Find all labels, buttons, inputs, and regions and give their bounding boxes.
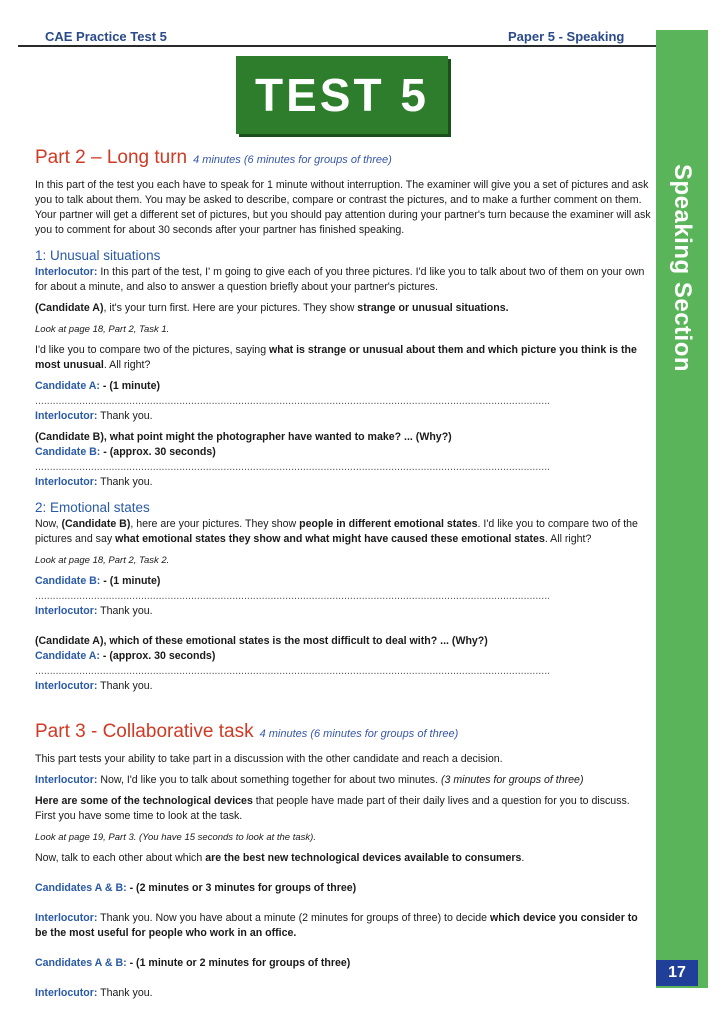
speech-text: Now, I'd like you to talk about something together for about two minutes. xyxy=(100,774,439,786)
speech-text: . I'd like you to compare two of the pictures and say xyxy=(35,518,638,545)
task2-candidate-a-turn xyxy=(35,649,653,679)
speaker-label: Interlocutor: xyxy=(35,410,98,422)
test-title-banner: TEST 5 xyxy=(236,56,448,134)
task1-compare-instruction xyxy=(35,343,653,373)
speaker-label: Interlocutor: xyxy=(35,987,98,999)
part3-candidates-turn-2 xyxy=(35,956,653,971)
speech-text: Now, xyxy=(35,518,62,530)
speech-text: Thank you. xyxy=(100,987,153,999)
speech-text: Thank you. xyxy=(100,605,153,617)
turn-duration: - (1 minute or 2 minutes for groups of three) xyxy=(129,957,351,969)
speech-text: . All right? xyxy=(103,359,151,371)
task1-interlocutor xyxy=(35,265,653,295)
speech-text: Now, talk to each other about which xyxy=(35,852,206,864)
speaker-label: Interlocutor: xyxy=(35,912,98,924)
spacer xyxy=(35,700,653,720)
part3-intro: This part tests your ability to take part in a discussion with the other candidate and reach a decision. xyxy=(35,753,503,765)
candidate-ref: (Candidate A) xyxy=(35,302,104,314)
side-tab-label: Speaking Section xyxy=(669,163,696,373)
speaker-label: Candidate A: xyxy=(35,380,100,392)
part3-interlocutor xyxy=(35,773,653,788)
question-text: (Candidate A), which of these emotional states is the most difficult to deal with? ... (Why?) xyxy=(35,635,488,647)
speaker-label: Candidates A & B: xyxy=(35,957,127,969)
part3-talk xyxy=(35,851,653,866)
page-number: 17 xyxy=(656,960,698,986)
speech-text: Thank you. xyxy=(100,680,153,692)
speech-bold: what is strange or unusual about them and which picture you think is the most unusual xyxy=(35,344,637,371)
candidate-ref: (Candidate B) xyxy=(61,518,131,530)
part3-title: Part 3 - Collaborative task xyxy=(35,721,254,742)
speech-text: that people have made part of their daily lives and a question for you to discuss. First you have some time to look at the task. xyxy=(35,795,630,822)
speaker-label: Candidate B: xyxy=(35,446,101,458)
speech-bold: Here are some of the technological devices xyxy=(35,795,253,807)
speech-text: . xyxy=(521,852,525,864)
speech-bold: strange or unusual situations. xyxy=(357,302,509,314)
part3-devices xyxy=(35,794,653,824)
turn-duration: - (approx. 30 seconds) xyxy=(103,446,216,458)
speech-text: , here are your pictures. They show xyxy=(130,518,300,530)
task2-thanks-2 xyxy=(35,679,653,694)
task2-thanks xyxy=(35,604,653,619)
turn-duration: - (approx. 30 seconds) xyxy=(102,650,216,662)
speech-text: . All right? xyxy=(544,533,592,545)
part3-heading xyxy=(35,720,653,746)
task1-question xyxy=(35,430,653,445)
page-content xyxy=(35,146,653,1007)
speaker-label: Interlocutor: xyxy=(35,605,98,617)
speaker-label: Interlocutor: xyxy=(35,476,98,488)
speaker-label: Candidate A: xyxy=(35,650,100,662)
speech-text: Thank you. xyxy=(100,476,153,488)
speech-bold: are the best new technological devices available to consumers xyxy=(205,852,522,864)
header-test-name: CAE Practice Test 5 xyxy=(45,29,167,44)
speaker-label: Candidate B: xyxy=(35,575,101,587)
task2-heading: 2: Emotional states xyxy=(35,500,150,515)
part3-time: 4 minutes (6 minutes for groups of three) xyxy=(259,728,459,740)
speech-bold: people in different emotional states xyxy=(299,518,478,530)
task1-candidate-a-intro xyxy=(35,301,653,316)
speech-text: , it's your turn first. Here are your pictures. They show xyxy=(103,302,358,314)
speech-text: In this part of the test, I' m going to give each of you three pictures. I'd like you to talk about two of them on your own for about a minute, and also to answer a question briefly about your partner's pictures. xyxy=(35,266,645,293)
part3-interlocutor-2 xyxy=(35,911,653,941)
header-paper-name: Paper 5 - Speaking xyxy=(508,29,625,44)
spacer xyxy=(35,902,653,911)
task1-page-ref: Look at page 18, Part 2, Task 1. xyxy=(35,324,170,335)
speaker-label: Interlocutor: xyxy=(35,266,98,278)
speech-text: Thank you. xyxy=(100,410,153,422)
speaker-label: Candidates A & B: xyxy=(35,882,127,894)
turn-duration: - (2 minutes or 3 minutes for groups of three) xyxy=(129,882,357,894)
task1-candidate-b-turn xyxy=(35,445,653,475)
part2-title: Part 2 – Long turn xyxy=(35,147,188,168)
spacer xyxy=(35,947,653,956)
part3-page-ref: Look at page 19, Part 3. (You have 15 seconds to look at the task). xyxy=(35,832,316,843)
task1-thanks-2 xyxy=(35,475,653,490)
answer-dots: ............................................................................................................................................................................... xyxy=(35,461,551,473)
speech-bold: which device you consider to be the most useful for people who work in an office. xyxy=(35,912,638,939)
part2-intro: In this part of the test you each have to speak for 1 minute without interruption. The examiner will give you a set of pictures and ask you to talk about them. You may be asked to describe, compare or contrast the pictures, and to make a further comment on them. Your partner will get a different set of pictures, but you should pay attention during your partner's turn because the examiner will ask you to comment for about 30 seconds after your partner has finished speaking. xyxy=(35,179,651,236)
task1-candidate-a-turn xyxy=(35,379,653,409)
spacer xyxy=(35,977,653,986)
answer-dots: ............................................................................................................................................................................... xyxy=(35,590,551,602)
task2-page-ref: Look at page 18, Part 2, Task 2. xyxy=(35,555,170,566)
speech-note: (3 minutes for groups of three) xyxy=(440,774,584,786)
speaker-label: Interlocutor: xyxy=(35,774,98,786)
speech-text: Thank you. Now you have about a minute (2 minutes for groups of three) to decide xyxy=(100,912,490,924)
task1-thanks xyxy=(35,409,653,424)
task2-intro xyxy=(35,517,653,547)
part3-interlocutor-3 xyxy=(35,986,653,1001)
answer-dots: ............................................................................................................................................................................... xyxy=(35,395,551,407)
turn-duration: - (1 minute) xyxy=(102,380,160,392)
question-text: (Candidate B), what point might the photographer have wanted to make? ... (Why?) xyxy=(35,431,452,443)
spacer xyxy=(35,872,653,881)
speech-bold: what emotional states they show and what might have caused these emotional states xyxy=(115,533,545,545)
answer-dots: ............................................................................................................................................................................... xyxy=(35,665,551,677)
task2-candidate-b-turn xyxy=(35,574,653,604)
part2-heading xyxy=(35,146,653,172)
speaker-label: Interlocutor: xyxy=(35,680,98,692)
speech-text: I'd like you to compare two of the pictures, saying xyxy=(35,344,270,356)
header-divider xyxy=(18,45,656,47)
part2-time: 4 minutes (6 minutes for groups of three) xyxy=(193,154,392,166)
task2-question xyxy=(35,634,653,649)
part3-candidates-turn-1 xyxy=(35,881,653,896)
turn-duration: - (1 minute) xyxy=(103,575,161,587)
spacer xyxy=(35,625,653,634)
task1-heading: 1: Unusual situations xyxy=(35,248,161,263)
